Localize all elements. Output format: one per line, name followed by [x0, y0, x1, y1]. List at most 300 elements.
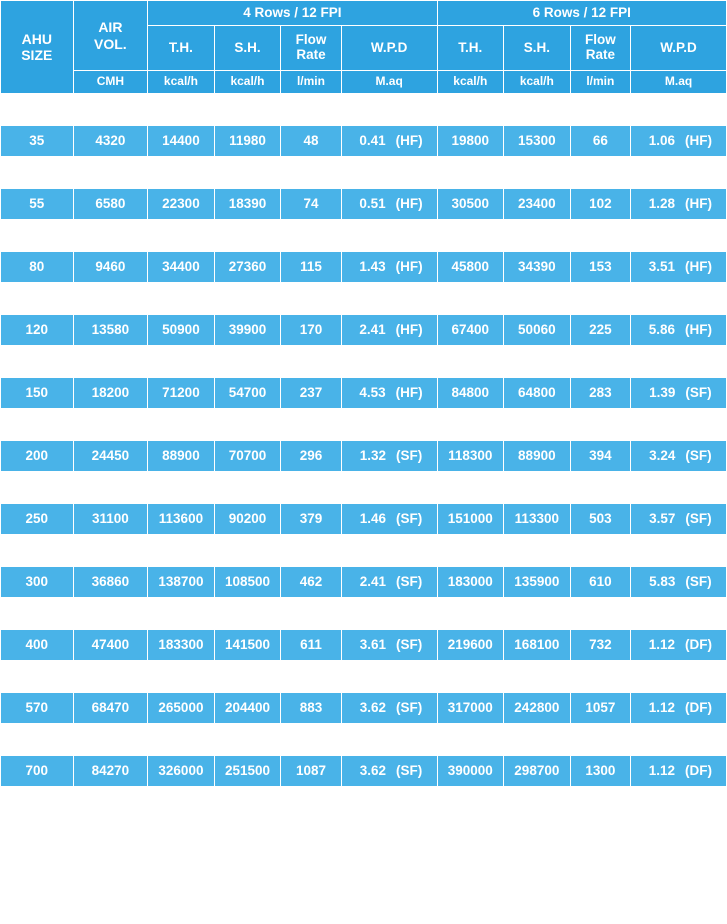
cell-sh-4rows: 11980	[214, 125, 281, 157]
cell-flow-rate-6rows: 130	[570, 220, 630, 252]
cell-th-4rows: 183300	[148, 629, 215, 661]
column-header-wpd-6rows: W.P.D	[631, 26, 727, 71]
cell-flow-rate-4rows: 66	[281, 157, 341, 189]
cell-sh-4rows: 172900	[214, 661, 281, 693]
cell-sh-6rows: 34390	[504, 251, 571, 283]
cell-wpd-6rows	[631, 188, 727, 220]
cell-sh-4rows: 251500	[214, 755, 281, 787]
cell-wpd-6rows	[631, 535, 727, 567]
cell-wpd-4rows	[341, 629, 437, 661]
cell-wpd-4rows-tag: (SF)	[396, 416, 423, 432]
cell-wpd-4rows-value: 2.41	[359, 574, 386, 590]
cell-ahu-size: 700	[1, 755, 74, 787]
cell-ahu-size: 570	[1, 692, 74, 724]
cell-wpd-6rows-value: 1.12	[648, 700, 676, 716]
cell-flow-rate-6rows: 42	[570, 94, 630, 126]
cell-flow-rate-6rows: 1057	[570, 692, 630, 724]
cell-th-4rows: 88900	[148, 440, 215, 472]
cell-wpd-4rows	[341, 755, 437, 787]
cell-th-4rows: 19700	[148, 157, 215, 189]
cell-th-4rows: 71200	[148, 377, 215, 409]
cell-sh-6rows: 205300	[504, 661, 571, 693]
cell-flow-rate-4rows: 883	[281, 692, 341, 724]
table-row	[1, 755, 727, 787]
cell-wpd-4rows	[341, 661, 437, 693]
cell-wpd-6rows-tag: (DF)	[685, 763, 713, 779]
column-header-th-6rows: T.H.	[437, 26, 504, 71]
table-body	[1, 94, 727, 787]
cell-wpd-6rows	[631, 661, 727, 693]
table-row	[1, 566, 727, 598]
cell-wpd-4rows-value: 1.32	[359, 448, 386, 464]
cell-air-volume: 6580	[73, 188, 148, 220]
cell-air-volume: 16000	[73, 346, 148, 378]
cell-flow-rate-4rows: 418	[281, 535, 341, 567]
flow-rate-line2: Rate	[296, 47, 326, 62]
cell-air-volume: 5700	[73, 157, 148, 189]
cell-th-4rows: 163000	[148, 598, 215, 630]
cell-flow-rate-4rows: 115	[281, 251, 341, 283]
cell-flow-rate-6rows: 66	[570, 125, 630, 157]
cell-sh-4rows: 34400	[214, 283, 281, 315]
cell-air-volume: 27250	[73, 472, 148, 504]
cell-wpd-6rows-value: 2.37	[648, 227, 676, 243]
cell-sh-4rows: 125700	[214, 598, 281, 630]
cell-wpd-6rows-tag: (SF)	[685, 416, 712, 432]
cell-wpd-6rows-tag: (HF)	[685, 164, 713, 180]
cell-flow-rate-6rows: 442	[570, 472, 630, 504]
cell-wpd-4rows-tag: (HF)	[395, 290, 423, 306]
cell-wpd-4rows-value: 0.41	[359, 133, 386, 149]
cell-ahu-size: 35	[1, 125, 74, 157]
cell-wpd-6rows-tag: (DF)	[685, 700, 713, 716]
table-row	[1, 220, 727, 252]
cell-wpd-6rows-tag: (SF)	[685, 353, 712, 369]
cell-sh-4rows: 204400	[214, 692, 281, 724]
cell-wpd-6rows	[631, 283, 727, 315]
cell-flow-rate-4rows: 26	[281, 94, 341, 126]
cell-wpd-4rows-value: 4.53	[359, 385, 386, 401]
cell-wpd-6rows	[631, 440, 727, 472]
cell-ahu-size: 660	[1, 724, 74, 756]
cell-flow-rate-6rows: 102	[570, 188, 630, 220]
cell-wpd-4rows-value: 3.62	[359, 731, 386, 747]
flow-rate-line2-6rows: Rate	[585, 47, 615, 62]
cell-th-6rows: 118300	[437, 440, 504, 472]
cell-flow-rate-6rows: 247	[570, 346, 630, 378]
cell-wpd-6rows-tag: (DF)	[685, 637, 713, 653]
cell-wpd-4rows-tag: (SF)	[396, 668, 423, 684]
table-row	[1, 346, 727, 378]
cell-flow-rate-4rows: 332	[281, 472, 341, 504]
cell-wpd-4rows-value: 0.63	[359, 164, 386, 180]
table-row	[1, 629, 727, 661]
unit-th-4rows: kcal/h	[148, 71, 215, 94]
cell-th-4rows: 224000	[148, 661, 215, 693]
column-header-th-4rows: T.H.	[148, 26, 215, 71]
cell-th-4rows: 43700	[148, 283, 215, 315]
cell-wpd-6rows	[631, 157, 727, 189]
air-vol-line1: AIR	[98, 19, 123, 36]
cell-wpd-4rows-value: 2.05	[359, 290, 386, 306]
cell-wpd-6rows-value: 1.21	[649, 353, 676, 369]
ahu-size-line2: SIZE	[21, 47, 53, 63]
cell-flow-rate-4rows: 296	[281, 440, 341, 472]
cell-wpd-6rows-value: 1.12	[648, 637, 676, 653]
cell-sh-6rows: 99300	[504, 472, 571, 504]
column-header-ahu-size	[1, 1, 74, 94]
cell-wpd-4rows-tag: (SF)	[396, 448, 423, 464]
cell-wpd-6rows-tag: (HF)	[685, 101, 713, 117]
cell-air-volume: 2970	[73, 94, 148, 126]
unit-wpd-4rows: M.aq	[341, 71, 437, 94]
cell-wpd-4rows-value: 1.87	[359, 542, 386, 558]
cell-wpd-4rows	[341, 346, 437, 378]
cell-sh-6rows: 298700	[504, 755, 571, 787]
cell-wpd-6rows-tag: (SF)	[685, 479, 712, 495]
cell-wpd-6rows	[631, 94, 727, 126]
cell-wpd-4rows-tag: (SF)	[396, 479, 423, 495]
table-row	[1, 692, 727, 724]
cell-sh-6rows: 64800	[504, 377, 571, 409]
cell-wpd-4rows	[341, 409, 437, 441]
cell-sh-6rows: 29600	[504, 220, 571, 252]
column-header-wpd-4rows: W.P.D	[341, 26, 437, 71]
cell-th-4rows: 138700	[148, 566, 215, 598]
cell-air-volume: 84270	[73, 755, 148, 787]
cell-sh-4rows: 108500	[214, 566, 281, 598]
table-row	[1, 440, 727, 472]
table-row	[1, 724, 727, 756]
cell-sh-4rows: 39900	[214, 314, 281, 346]
cell-th-4rows: 22300	[148, 188, 215, 220]
cell-wpd-4rows-value: 3.61	[359, 637, 386, 653]
cell-th-6rows: 74000	[437, 346, 504, 378]
cell-th-4rows: 265000	[148, 692, 215, 724]
cell-wpd-6rows-value: 1.06	[648, 133, 676, 149]
cell-wpd-6rows-value: 3.51	[648, 259, 676, 275]
cell-air-volume: 4320	[73, 125, 148, 157]
cell-wpd-6rows-tag: (HF)	[685, 227, 713, 243]
cell-wpd-4rows-value: 3.61	[359, 668, 386, 684]
unit-th-6rows: kcal/h	[437, 71, 504, 94]
unit-air-volume: CMH	[73, 71, 148, 94]
cell-wpd-6rows-tag: (SF)	[685, 385, 712, 401]
table-row	[1, 661, 727, 693]
cell-air-volume: 57940	[73, 661, 148, 693]
cell-th-6rows: 268000	[437, 661, 504, 693]
cell-th-4rows: 29200	[148, 220, 215, 252]
cell-air-volume: 24450	[73, 440, 148, 472]
cell-th-4rows: 62100	[148, 346, 215, 378]
cell-flow-rate-6rows: 503	[570, 503, 630, 535]
cell-wpd-6rows	[631, 692, 727, 724]
cell-sh-4rows: 27360	[214, 251, 281, 283]
cell-air-volume: 20600	[73, 409, 148, 441]
cell-flow-rate-4rows: 611	[281, 629, 341, 661]
cell-wpd-6rows-tag: (HF)	[685, 322, 713, 338]
cell-wpd-6rows-value: 4.99	[648, 290, 676, 306]
cell-air-volume: 13580	[73, 314, 148, 346]
cell-sh-4rows: 16080	[214, 157, 281, 189]
cell-ahu-size: 140	[1, 346, 74, 378]
cell-wpd-4rows	[341, 220, 437, 252]
cell-wpd-4rows-value: 2.41	[359, 322, 386, 338]
cell-flow-rate-4rows: 74	[281, 188, 341, 220]
cell-th-6rows: 219600	[437, 629, 504, 661]
flow-rate-line1: Flow	[295, 32, 327, 48]
cell-sh-4rows: 236000	[214, 724, 281, 756]
cell-wpd-6rows	[631, 755, 727, 787]
cell-ahu-size: 300	[1, 566, 74, 598]
cell-sh-6rows: 124100	[504, 535, 571, 567]
cell-th-6rows: 19800	[437, 125, 504, 157]
cell-flow-rate-4rows: 379	[281, 503, 341, 535]
cell-wpd-4rows	[341, 188, 437, 220]
cell-sh-4rows: 90200	[214, 503, 281, 535]
cell-flow-rate-4rows: 146	[281, 283, 341, 315]
cell-wpd-4rows-value: 3.62	[359, 605, 386, 621]
cell-wpd-6rows-value: 1.12	[648, 668, 676, 684]
cell-wpd-6rows-value: 3.57	[649, 511, 676, 527]
cell-wpd-6rows	[631, 377, 727, 409]
cell-ahu-size: 230	[1, 472, 74, 504]
cell-air-volume: 68470	[73, 692, 148, 724]
cell-wpd-4rows-tag: (HF)	[395, 164, 423, 180]
cell-flow-rate-4rows: 243	[281, 409, 341, 441]
cell-wpd-6rows-tag: (HF)	[685, 290, 713, 306]
cell-ahu-size: 100	[1, 283, 74, 315]
cell-ahu-size: 480	[1, 661, 74, 693]
cell-flow-rate-6rows: 1300	[570, 755, 630, 787]
cell-air-volume: 36860	[73, 566, 148, 598]
cell-wpd-4rows	[341, 157, 437, 189]
cell-wpd-6rows	[631, 314, 727, 346]
cell-wpd-4rows	[341, 692, 437, 724]
cell-wpd-4rows-value: 0.96	[359, 227, 386, 243]
cell-ahu-size: 70	[1, 220, 74, 252]
cell-flow-rate-4rows: 747	[281, 661, 341, 693]
cell-wpd-6rows-value: 1.58	[648, 164, 676, 180]
cell-wpd-4rows	[341, 535, 437, 567]
table-row	[1, 314, 727, 346]
cell-wpd-4rows	[341, 472, 437, 504]
cell-wpd-6rows	[631, 472, 727, 504]
cell-flow-rate-6rows: 325	[570, 409, 630, 441]
cell-wpd-6rows-value: 1.12	[648, 763, 676, 779]
table-row	[1, 157, 727, 189]
cell-th-6rows: 183000	[437, 566, 504, 598]
cell-ahu-size: 55	[1, 188, 74, 220]
table-header	[1, 1, 727, 94]
cell-wpd-4rows	[341, 566, 437, 598]
cell-th-4rows: 50900	[148, 314, 215, 346]
cell-th-6rows: 366000	[437, 724, 504, 756]
cell-wpd-6rows-tag: (DF)	[685, 668, 713, 684]
table-row	[1, 472, 727, 504]
cell-sh-4rows: 18390	[214, 188, 281, 220]
cell-sh-6rows: 242800	[504, 692, 571, 724]
table-row	[1, 188, 727, 220]
cell-th-6rows: 39100	[437, 220, 504, 252]
cell-ahu-size: 25	[1, 94, 74, 126]
cell-ahu-size: 350	[1, 598, 74, 630]
cell-wpd-6rows	[631, 220, 727, 252]
cell-wpd-6rows-value: 0.37	[648, 101, 676, 117]
cell-wpd-4rows	[341, 440, 437, 472]
cell-wpd-4rows-tag: (SF)	[396, 763, 423, 779]
cell-wpd-4rows-value: 0.11	[360, 101, 386, 117]
cell-wpd-4rows-value: 3.94	[359, 353, 386, 369]
cell-th-4rows: 7700	[148, 94, 215, 126]
cell-th-4rows: 326000	[148, 755, 215, 787]
cell-flow-rate-4rows: 1020	[281, 724, 341, 756]
cell-wpd-4rows-value: 0.51	[359, 196, 386, 212]
cell-th-6rows: 12700	[437, 94, 504, 126]
cell-flow-rate-6rows: 153	[570, 251, 630, 283]
cell-flow-rate-4rows: 97	[281, 220, 341, 252]
column-header-flow-rate-6rows	[570, 26, 630, 71]
unit-wpd-6rows: M.aq	[631, 71, 727, 94]
cell-ahu-size: 250	[1, 503, 74, 535]
cell-sh-6rows: 74000	[504, 409, 571, 441]
cell-wpd-4rows-value: 3.62	[359, 700, 386, 716]
cell-air-volume: 11770	[73, 283, 148, 315]
cell-sh-6rows: 50060	[504, 314, 571, 346]
cell-air-volume: 42100	[73, 598, 148, 630]
cell-wpd-4rows	[341, 503, 437, 535]
cell-sh-6rows: 280200	[504, 724, 571, 756]
cell-flow-rate-6rows: 732	[570, 629, 630, 661]
header-row-units	[1, 71, 727, 94]
cell-flow-rate-6rows: 89	[570, 157, 630, 189]
unit-flow-rate-4rows: l/min	[281, 71, 341, 94]
cell-flow-rate-4rows: 170	[281, 314, 341, 346]
cell-air-volume: 79000	[73, 724, 148, 756]
cell-ahu-size: 150	[1, 377, 74, 409]
cell-air-volume: 8230	[73, 220, 148, 252]
table-row	[1, 535, 727, 567]
cell-wpd-6rows-value: 3.59	[649, 479, 676, 495]
cell-flow-rate-4rows: 1087	[281, 755, 341, 787]
cell-sh-6rows: 56700	[504, 346, 571, 378]
column-header-air-volume	[73, 1, 148, 71]
table-row	[1, 409, 727, 441]
cell-sh-4rows: 7700	[214, 94, 281, 126]
cell-wpd-6rows-value: 1.39	[649, 385, 676, 401]
air-vol-line2: VOL.	[94, 35, 127, 52]
cell-wpd-4rows-tag: (HF)	[395, 322, 423, 338]
cell-wpd-6rows-value: 1.98	[649, 416, 676, 432]
cell-wpd-6rows-value: 1.12	[648, 731, 676, 747]
cell-wpd-4rows-tag: (HF)	[395, 259, 423, 275]
cell-ahu-size: 170	[1, 409, 74, 441]
cell-flow-rate-6rows: 193	[570, 283, 630, 315]
cell-th-6rows: 317000	[437, 692, 504, 724]
cell-th-6rows: 151000	[437, 503, 504, 535]
cell-wpd-6rows-tag: (SF)	[685, 448, 712, 464]
cell-wpd-6rows-tag: (DF)	[685, 605, 713, 621]
cell-wpd-4rows	[341, 377, 437, 409]
cell-wpd-6rows-value: 1.28	[648, 196, 676, 212]
cell-ahu-size: 50	[1, 157, 74, 189]
table-row	[1, 377, 727, 409]
column-header-sh-6rows: S.H.	[504, 26, 571, 71]
cell-sh-6rows: 15300	[504, 125, 571, 157]
cell-sh-4rows: 37900	[214, 346, 281, 378]
cell-air-volume: 9460	[73, 251, 148, 283]
table-row	[1, 125, 727, 157]
cell-wpd-6rows-tag: (SF)	[685, 511, 712, 527]
cell-flow-rate-4rows: 543	[281, 598, 341, 630]
flow-rate-line1-6rows: Flow	[584, 32, 616, 48]
cell-wpd-4rows	[341, 125, 437, 157]
cell-ahu-size: 400	[1, 629, 74, 661]
cell-wpd-4rows-value: 3.62	[359, 763, 386, 779]
cell-ahu-size: 120	[1, 314, 74, 346]
table-row	[1, 503, 727, 535]
cell-th-6rows: 67400	[437, 314, 504, 346]
column-header-flow-rate-4rows	[281, 26, 341, 71]
cell-sh-4rows: 79100	[214, 472, 281, 504]
cell-sh-6rows: 10100	[504, 94, 571, 126]
cell-wpd-4rows-tag: (SF)	[396, 511, 423, 527]
cell-wpd-6rows	[631, 251, 727, 283]
cell-th-4rows: 73000	[148, 409, 215, 441]
unit-flow-rate-6rows: l/min	[570, 71, 630, 94]
cell-flow-rate-6rows: 650	[570, 598, 630, 630]
cell-th-4rows: 306000	[148, 724, 215, 756]
column-header-sh-4rows: S.H.	[214, 26, 281, 71]
cell-sh-6rows: 135900	[504, 566, 571, 598]
cell-wpd-6rows-tag: (HF)	[685, 133, 713, 149]
cell-wpd-4rows-value: 1.47	[359, 479, 386, 495]
cell-wpd-4rows-tag: (HF)	[395, 196, 423, 212]
cell-wpd-6rows	[631, 724, 727, 756]
cell-th-6rows: 195000	[437, 598, 504, 630]
cell-wpd-4rows	[341, 598, 437, 630]
cell-wpd-6rows-value: 1.12	[648, 605, 676, 621]
cell-wpd-4rows-tag: (SF)	[396, 637, 423, 653]
cell-wpd-6rows-tag: (DF)	[685, 731, 713, 747]
cell-wpd-6rows	[631, 566, 727, 598]
unit-sh-4rows: kcal/h	[214, 71, 281, 94]
cell-th-4rows: 125400	[148, 535, 215, 567]
cell-wpd-6rows-value: 4.57	[649, 542, 676, 558]
cell-sh-6rows: 149300	[504, 598, 571, 630]
cell-ahu-size: 200	[1, 440, 74, 472]
cell-wpd-4rows-tag: (HF)	[395, 385, 423, 401]
cell-ahu-size: 80	[1, 251, 74, 283]
cell-flow-rate-4rows: 237	[281, 377, 341, 409]
cell-th-6rows: 30500	[437, 188, 504, 220]
cell-wpd-6rows	[631, 125, 727, 157]
cell-ahu-size: 280	[1, 535, 74, 567]
cell-wpd-4rows-tag: (HF)	[395, 227, 423, 243]
cell-wpd-4rows-value: 1.46	[359, 511, 386, 527]
cell-flow-rate-6rows: 610	[570, 566, 630, 598]
cell-wpd-4rows-tag: (SF)	[396, 731, 423, 747]
cell-flow-rate-6rows: 893	[570, 661, 630, 693]
cell-th-4rows: 14400	[148, 125, 215, 157]
cell-air-volume: 18200	[73, 377, 148, 409]
cell-wpd-4rows	[341, 94, 437, 126]
cell-wpd-6rows-tag: (SF)	[685, 542, 712, 558]
cell-wpd-6rows-tag: (SF)	[685, 574, 712, 590]
cell-wpd-6rows-value: 3.24	[649, 448, 676, 464]
table-row	[1, 94, 727, 126]
unit-sh-6rows: kcal/h	[504, 71, 571, 94]
